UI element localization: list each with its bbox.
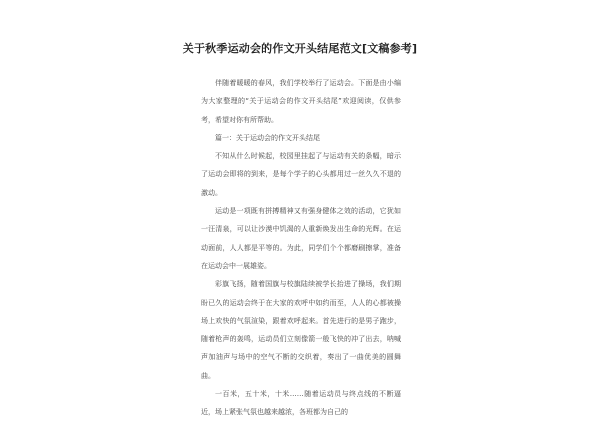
section-heading: 篇一：关于运动会的作文开头结尾 bbox=[215, 133, 320, 142]
document-body bbox=[201, 74, 401, 422]
document-title: 关于秋季运动会的作文开头结尾范文[文稿参考] bbox=[182, 42, 418, 55]
paragraph-intro: 伴随着暖暖的春风，我们学校举行了运动会。下面是由小编为大家整理的“关于运动会的作文开头结尾”欢迎阅读，仅供参考，希望对你有所帮助。 bbox=[201, 79, 401, 124]
paragraph: 不知从什么时候起，校园里挂起了与运动有关的条幅，暗示了运动会即将的到来，是每个学子的心头都用过一丝久久不退的激动。 bbox=[201, 152, 401, 197]
paragraph: 运动是一项既有拼搏精神又有强身健体之效的活动，它犹如一汪清泉，可以让沙漠中饥渴的人重新焕发出生命的光辉。在运动面前，人人都是平等的。为此，同学们个个都磨刷擦掌，准备在运动会中一展雄姿。 bbox=[201, 207, 401, 270]
paragraph: 一百米，五十米，十米……随着运动员与终点线的不断逼近，场上紧张气氛也越来越浓，各班都为自己的 bbox=[201, 390, 401, 417]
paragraph: 彩旗飞扬，随着国旗与校旗陆续被学长抬进了操场，我们期盼已久的运动会终于在大家的欢呼中如约而至，人人的心都被操场上欢快的气氛渲染，跟着欢呼起来。首先进行的是男子跑步，随着枪声的轰鸣，运动员们立刻像箭一般飞快的冲了出去，呐喊声加油声与场中的空气不断的交织着，奏出了一曲优美的圆舞曲。 bbox=[201, 280, 401, 380]
